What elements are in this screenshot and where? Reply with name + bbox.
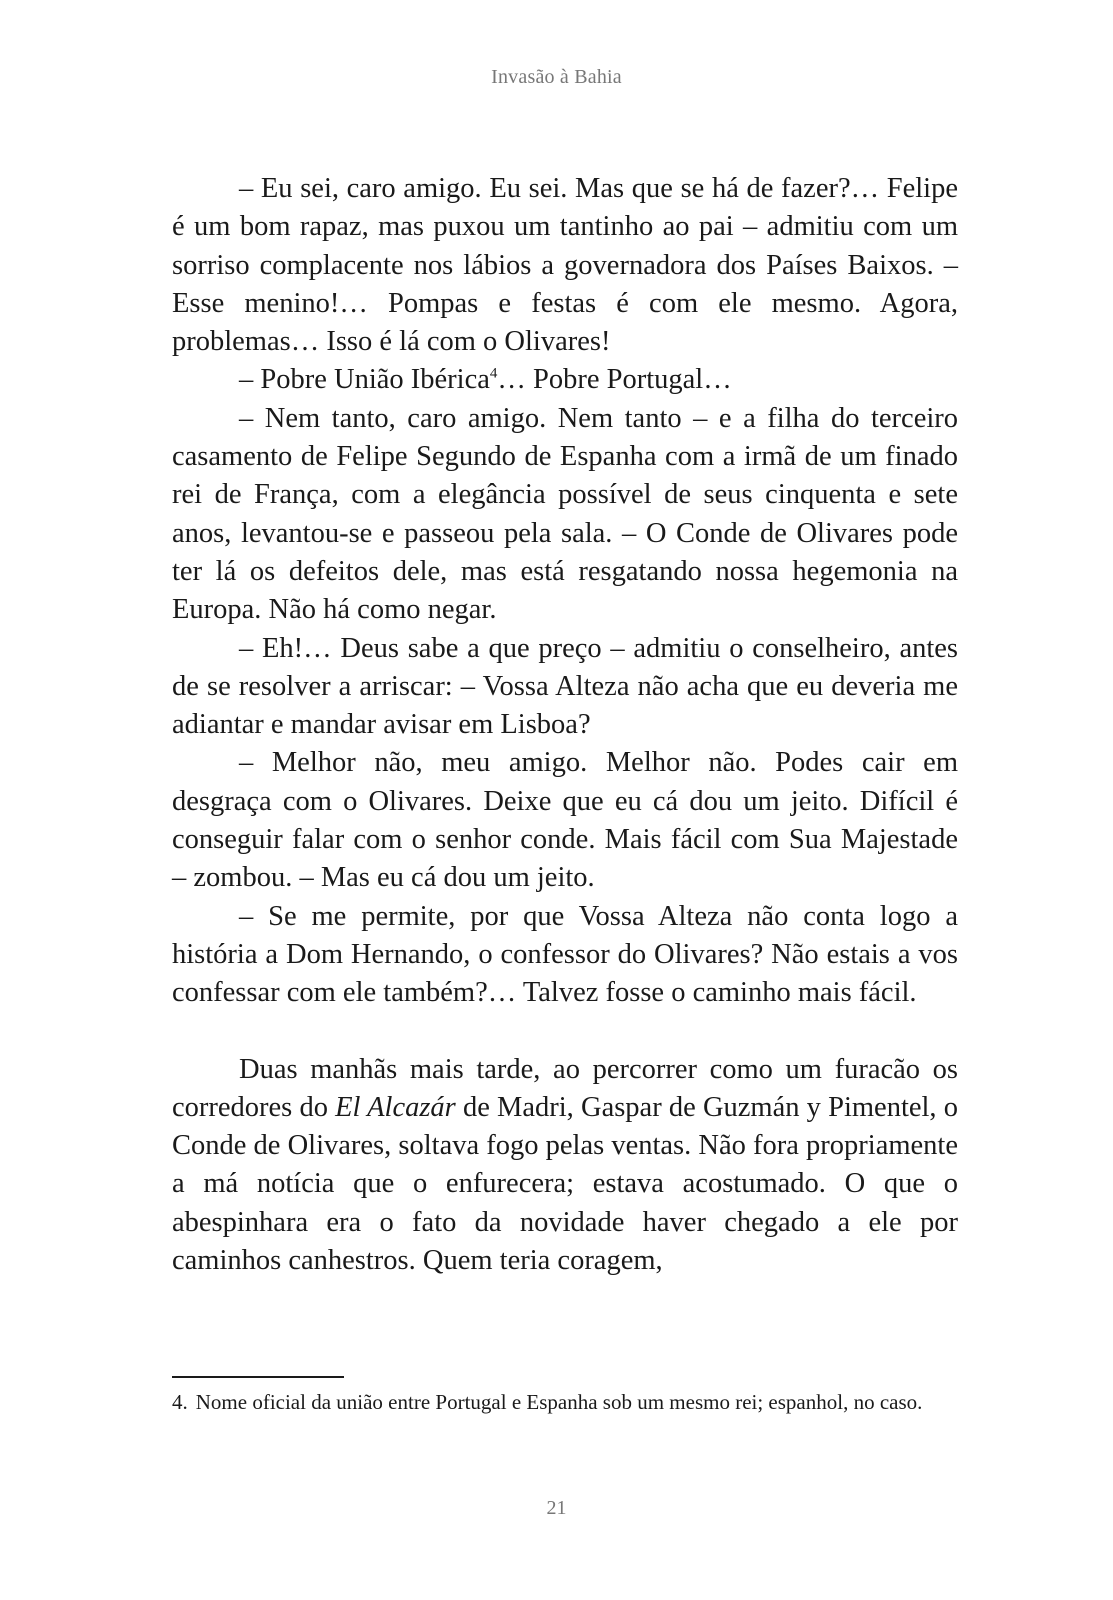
paragraph-7-text-b: de Madri, Gaspar de Guzmán y Pimentel, o Conde de Olivares, soltava fogo pelas ventas. Não fora propriamente a má notícia que o enfurecera; estava acostumado. O que o abespinhara era o fato da novidade haver chegado a ele por caminhos canhestros. Quem teria coragem, (172, 1091, 958, 1277)
paragraph-2-text-b: … Pobre Portugal… (497, 364, 732, 396)
footnote-reference-4[interactable]: 4 (489, 365, 498, 382)
italic-place-name: El Alcazár (335, 1091, 456, 1123)
paragraph-2 (172, 361, 958, 399)
paragraph-5: – Melhor não, meu amigo. Melhor não. Podes cair em desgraça com o Olivares. Deixe que eu cá dou um jeito. Difícil é conseguir falar com o senhor conde. Mais fácil com Sua Majestade – zombou. – Mas eu cá dou um jeito. (172, 747, 958, 894)
paragraph-7 (172, 1051, 958, 1281)
running-title: Invasão à Bahia (491, 66, 622, 88)
footnote-text: Nome oficial da união entre Portugal e Espanha sob um mesmo rei; espanhol, no caso. (195, 1390, 923, 1414)
paragraph-1: – Eu sei, caro amigo. Eu sei. Mas que se há de fazer?… Felipe é um bom rapaz, mas puxou um tantinho ao pai – admitiu com um sorriso complacente nos lábios a governadora dos Países Baixos. – Esse menino!… Pompas e festas é com ele mesmo. Agora, problemas… Isso é lá com o Olivares! (172, 173, 958, 358)
footnote-number: 4. (172, 1390, 188, 1414)
paragraph-7-text-a: Duas manhãs mais tarde, ao percorrer como um furacão os corredores do (172, 1053, 958, 1123)
paragraph-4: – Eh!… Deus sabe a que preço – admitiu o conselheiro, antes de se resolver a arriscar: – Vossa Alteza não acha que eu deveria me adiantar e mandar avisar em Lisboa? (172, 632, 958, 741)
footnote-divider (172, 1376, 344, 1378)
paragraph-3: – Nem tanto, caro amigo. Nem tanto – e a filha do terceiro casamento de Felipe Segundo de Espanha com a irmã de um finado rei de França, com a elegância possível de seus cinquenta e sete anos, levantou-se e passeou pela sala. – O Conde de Olivares pode ter lá os defeitos dele, mas está resgatando nossa hegemonia na Europa. Não há como negar. (172, 402, 958, 626)
body-text (172, 170, 958, 1280)
paragraph-2-text-a: – Pobre União Ibérica (239, 364, 490, 396)
footnote-4 (172, 1387, 958, 1417)
page-number: 21 (546, 1497, 567, 1519)
paragraph-6: – Se me permite, por que Vossa Alteza não conta logo a história a Dom Hernando, o confessor do Olivares? Não estais a vos confessar com ele também?… Talvez fosse o caminho mais fácil. (172, 900, 958, 1009)
